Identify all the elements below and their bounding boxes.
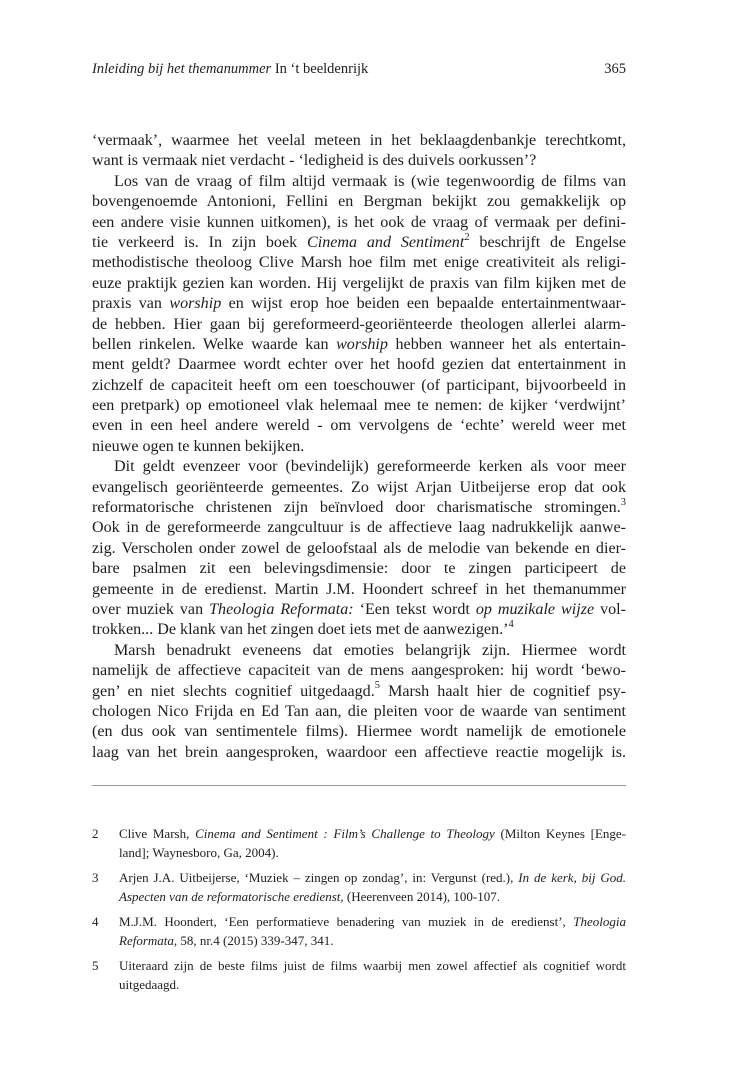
footnote — [92, 956, 626, 994]
footnote — [92, 868, 626, 906]
footnote-line — [119, 975, 626, 994]
text-run: ‘Een tekst wordt — [353, 600, 476, 618]
text-run: hebben wanneer het als entertain- — [387, 335, 626, 353]
italic-text: Aspecten van de reformatorische eredienst, — [119, 889, 344, 904]
text-run: even in een heel andere wereld - om vervolgens de ‘echte’ wereld weer met — [92, 417, 626, 435]
body-line — [92, 437, 626, 457]
text-run: laag van het brein aangesproken, waardoor een affectieve reactie mogelijk is. — [92, 743, 626, 761]
body-line — [92, 580, 626, 600]
italic-text: In de kerk, bij God. — [518, 870, 626, 885]
text-run: Marsh haalt hier de cognitief psy- — [380, 682, 626, 700]
body-line — [92, 151, 626, 171]
text-run: want is vermaak niet verdacht - ‘ledigheid is des duivels oorkussen’? — [92, 152, 537, 170]
footnote-divider — [92, 785, 626, 786]
text-run: ment geldt? Daarmee wordt echter over het hoofd gezien dat entertainment in — [92, 356, 626, 374]
text-run: Ook in de gereformeerde zangcultuur is de affectieve laag nadrukkelijk aanwe- — [92, 519, 626, 537]
body-line — [92, 539, 626, 559]
body-line — [92, 376, 626, 396]
text-run: Clive Marsh, — [119, 826, 196, 841]
italic-text: Cinema and Sentiment : Film’s Challenge to Theology — [195, 826, 495, 841]
body-line — [92, 396, 626, 416]
footnote-line — [119, 843, 626, 862]
footnote-line — [119, 868, 626, 887]
body-line — [92, 478, 626, 498]
text-run: evangelisch georiënteerde gemeentes. Zo wijst Arjan Uitbeijerse erop dat ook — [92, 478, 626, 496]
footnote-line — [119, 956, 626, 975]
footnotes — [92, 824, 626, 1000]
text-run: een andere visie kunnen uitkomen), is het ook de vraag of vermaak per defini- — [92, 213, 626, 231]
text-run: (Heerenveen 2014), 100-107. — [343, 889, 500, 904]
body-line — [92, 498, 626, 518]
footnote-ref: 3 — [620, 496, 626, 508]
body-line — [92, 518, 626, 538]
running-header — [92, 61, 626, 85]
text-run: vol- — [594, 600, 627, 618]
italic-text: worship — [336, 335, 388, 353]
footnote-number: 4 — [92, 914, 99, 929]
text-run: ‘vermaak’, waarmee het veelal meteen in het beklaagdenbankje terechtkomt, — [92, 132, 626, 149]
text-run: over muziek van — [92, 600, 210, 618]
text-run: bovengenoemde Antonioni, Fellini en Bergman bekijkt zou gemakkelijk op — [92, 193, 626, 211]
footnote — [92, 824, 626, 862]
italic-text: Theologia — [573, 914, 626, 929]
text-run: euze praktijk gezien kan worden. Hij vergelijkt de praxis van film kijken met de — [92, 274, 626, 292]
text-run: namelijk de affectieve capaciteit van de mens aangesproken: hij wordt ‘bewo- — [92, 662, 626, 680]
text-run: Uiteraard zijn de beste films juist de films waarbij men zowel affectief als cognitief wordt — [119, 958, 626, 973]
footnote — [92, 912, 626, 950]
body-line — [92, 682, 626, 702]
body-line — [92, 253, 626, 273]
body-line — [92, 702, 626, 722]
text-run: gen’ en niet slechts cognitief uitgedaagd. — [92, 682, 375, 700]
footnote-number: 2 — [92, 826, 99, 841]
text-run: bellen rinkelen. Welke waarde kan — [92, 335, 337, 353]
body-line — [92, 192, 626, 212]
text-run: , 58, nr.4 (2015) 339-347, 341. — [173, 933, 334, 948]
text-run: nieuwe ogen te kunnen bekijken. — [92, 437, 305, 455]
text-run: zichzelf de capaciteit heeft om een toeschouwer (of participant, bijvoorbeeld in — [92, 376, 626, 394]
body-line — [92, 131, 626, 151]
body-line — [92, 315, 626, 335]
text-run: trokken... De klank van het zingen doet iets met de aanwezigen.’ — [92, 621, 509, 639]
body-line — [92, 172, 626, 192]
body-line — [92, 600, 626, 620]
italic-text: Theologia Reformata: — [209, 600, 354, 618]
text-run: de hebben. Hier gaan bij gereformeerd-georiënteerde theologen allerlei alarm- — [92, 315, 626, 333]
text-run: (en dus ook van sentimentele films). Hiermee wordt namelijk de emotionele — [92, 723, 626, 741]
text-run: (Milton Keynes [Enge- — [494, 826, 626, 841]
body-line — [92, 233, 626, 253]
text-run: gemeente in de eredienst. Martin J.M. Hoondert schreef in het themanummer — [92, 580, 626, 598]
body-line — [92, 620, 626, 640]
text-run: Dit geldt evenzeer voor (bevindelijk) gereformeerde kerken als voor meer — [114, 458, 626, 476]
body-line — [92, 355, 626, 375]
running-title-rest: In ‘t beeldenrijk — [271, 61, 369, 77]
italic-text: op muzikale wijze — [475, 600, 595, 618]
text-run: reformatorische christenen zijn beïnvloed door charismatische stromingen. — [92, 499, 621, 517]
text-run: en wijst erop hoe beiden een bepaalde entertainmentwaar- — [221, 295, 626, 313]
text-run: een pretpark) op emotioneel vlak helemaal mee te nemen: de kijker ‘verdwijnt’ — [92, 397, 626, 415]
text-run: Arjen J.A. Uitbeijerse, ‘Muziek – zingen op zondag’, in: Vergunst (red.), — [119, 870, 519, 885]
body-line — [92, 661, 626, 681]
body-line — [92, 641, 626, 661]
body-line — [92, 722, 626, 742]
italic-text: worship — [169, 295, 222, 313]
text-run: methodistische theoloog Clive Marsh hoe film met enige creativiteit als religi- — [92, 254, 626, 272]
page-number: 365 — [604, 61, 626, 77]
text-run: Marsh benadrukt eveneens dat emoties belangrijk zijn. Hiermee wordt — [114, 641, 626, 659]
running-title — [92, 61, 368, 78]
body-line — [92, 274, 626, 294]
text-run: bare psalmen zit een belevingsdimensie: door te zingen participeert de — [92, 560, 626, 578]
footnote-line — [119, 824, 626, 843]
text-run: beschrijft de Engelse — [469, 233, 626, 251]
body-text — [92, 131, 626, 763]
footnote-number: 3 — [92, 870, 99, 885]
footnote-number: 5 — [92, 958, 99, 973]
text-run: chologen Nico Frijda en Ed Tan aan, die pleiten voor de waarde van sentiment — [92, 702, 626, 720]
body-line — [92, 457, 626, 477]
text-run: M.J.M. Hoondert, ‘Een performatieve benadering van muziek in de eredienst’, — [119, 914, 574, 929]
footnote-ref: 4 — [508, 619, 514, 631]
footnote-ref: 2 — [464, 231, 470, 243]
footnote-line — [119, 931, 626, 950]
footnote-line — [119, 887, 626, 906]
running-title-italic: Inleiding bij het themanummer — [92, 61, 272, 77]
text-run: land]; Waynesboro, Ga, 2004). — [119, 845, 279, 860]
text-run: zig. Verscholen onder zowel de geloofstaal als de melodie van bekende en dier- — [92, 539, 626, 557]
body-line — [92, 743, 626, 763]
text-run: Los van de vraag of film altijd vermaak is (wie tegenwoordig de films van — [114, 172, 626, 190]
body-line — [92, 335, 626, 355]
text-run: praxis van — [92, 295, 170, 313]
text-run: tie verkeerd is. In zijn boek — [92, 233, 307, 251]
italic-text: Cinema and Sentiment — [306, 233, 465, 251]
italic-text: Reformata — [119, 933, 174, 948]
text-run: uitgedaagd. — [119, 977, 180, 992]
body-line — [92, 416, 626, 436]
footnote-line — [119, 912, 626, 931]
body-line — [92, 559, 626, 579]
footnote-ref: 5 — [374, 680, 380, 692]
body-line — [92, 294, 626, 314]
body-line — [92, 213, 626, 233]
